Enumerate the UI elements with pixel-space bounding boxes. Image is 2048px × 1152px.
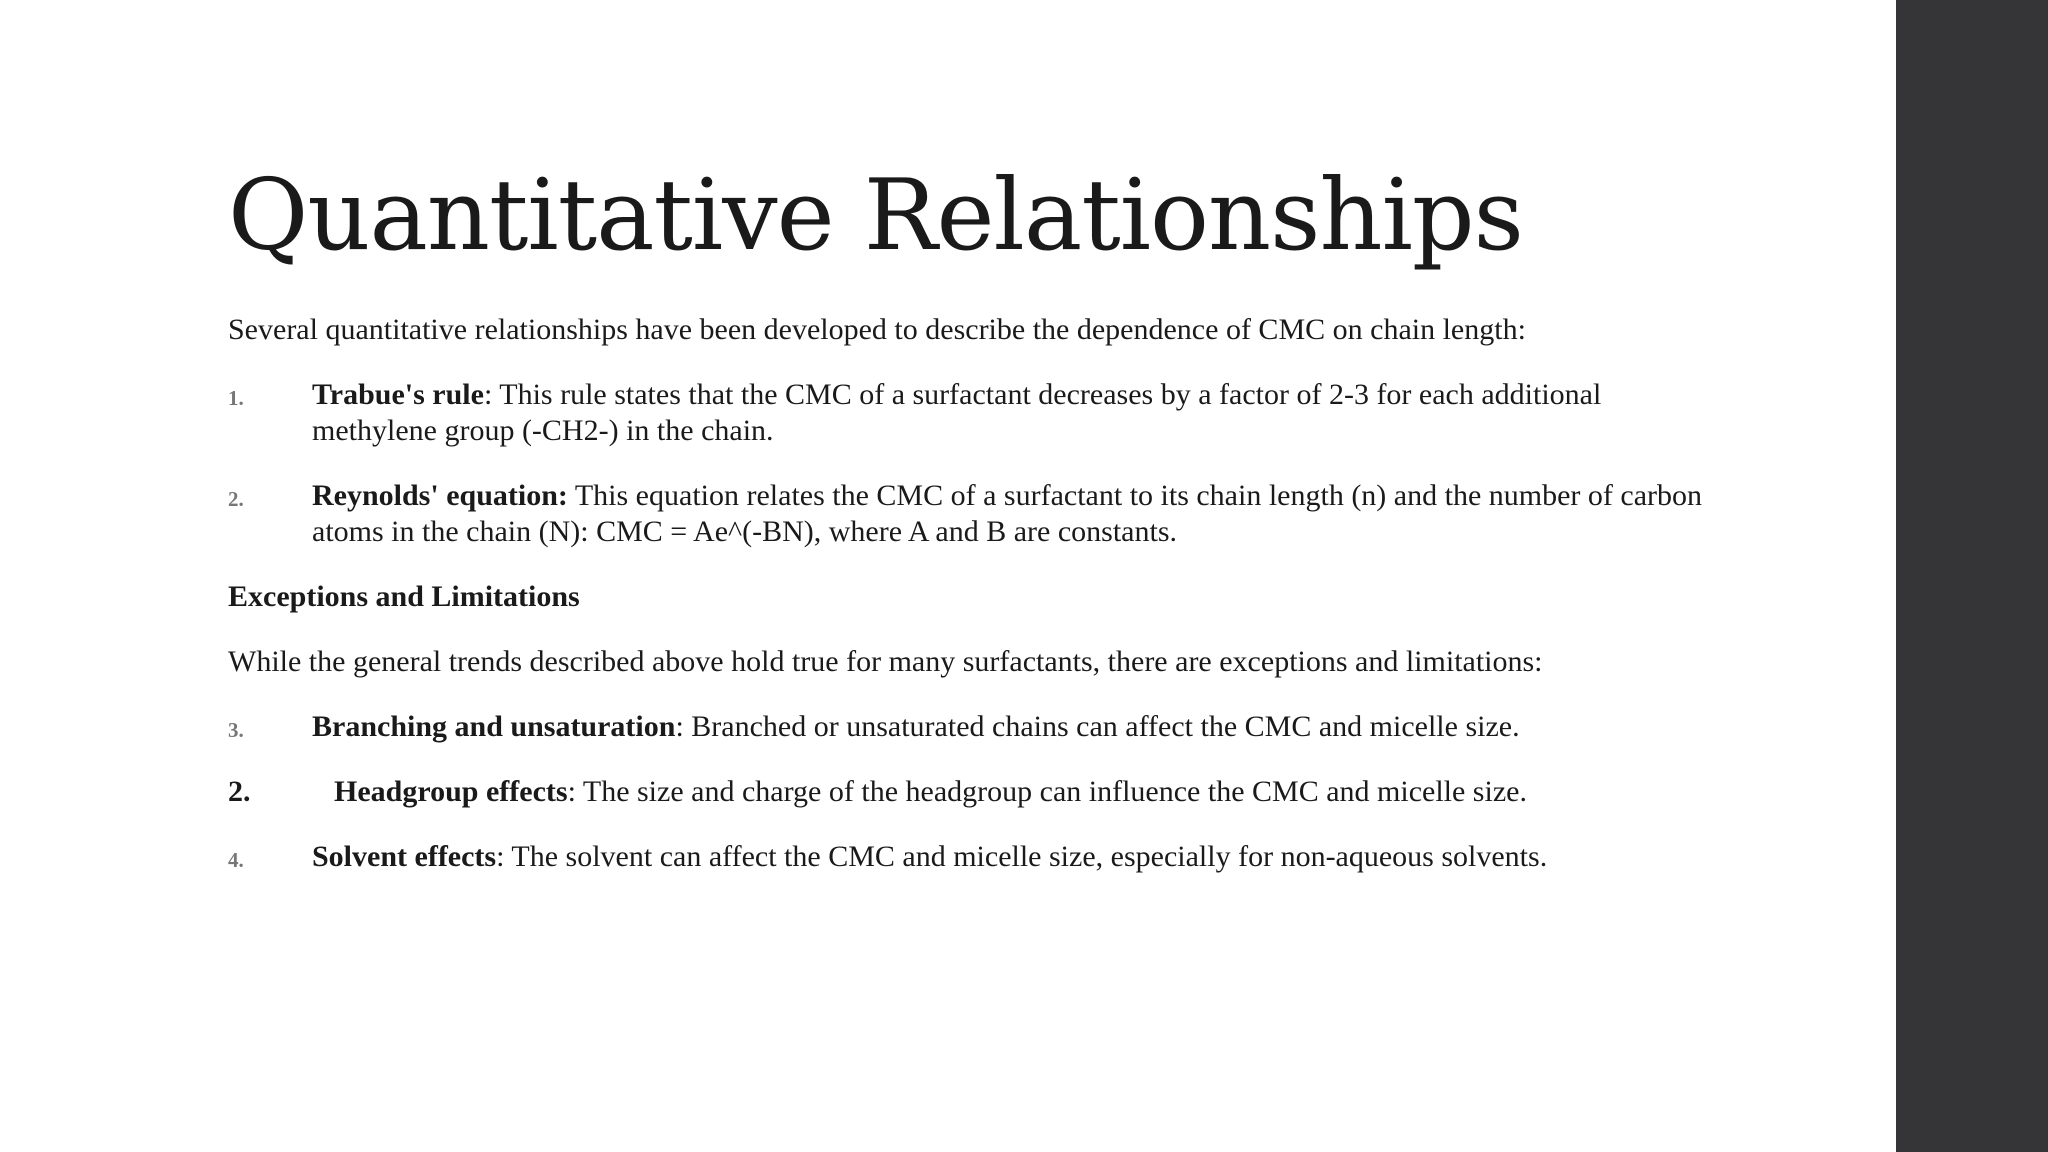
list-text: This equation relates the CMC of a surfactant to its chain length (n) and the number of carbon atoms in the chain (N): CMC = Ae^(-BN), where A and B are constants. [312, 479, 1703, 548]
slide-title: Quantitative Relationships [228, 159, 1523, 273]
list-item [228, 839, 1708, 875]
list-text: : Branched or unsaturated chains can affect the CMC and micelle size. [675, 710, 1520, 743]
list-term: Branching and unsaturation [312, 710, 676, 743]
list-number: 1. [228, 386, 244, 410]
list-item [228, 377, 1708, 449]
side-bar [1896, 0, 2048, 1152]
list-item [228, 774, 1708, 810]
section-intro: While the general trends described above hold true for many surfactants, there are exceptions and limitations: [228, 645, 1543, 678]
list-text: : The size and charge of the headgroup can influence the CMC and micelle size. [567, 775, 1527, 808]
intro-paragraph: Several quantitative relationships have been developed to describe the dependence of CMC on chain length: [228, 313, 1526, 346]
list-number: 2. [228, 487, 244, 511]
list-term: Headgroup effects [334, 775, 568, 808]
list-term: Solvent effects [312, 840, 497, 873]
list-item [228, 478, 1708, 550]
list-text: : This rule states that the CMC of a surfactant decreases by a factor of 2-3 for each additional methylene group (-CH2-) in the chain. [312, 378, 1602, 447]
slide-body [228, 312, 1708, 904]
list-number: 2. [228, 775, 251, 808]
section-heading-text: Exceptions and Limitations [228, 580, 580, 613]
list-term: Trabue's rule [312, 378, 484, 411]
list-term: Reynolds' equation: [312, 479, 568, 512]
list-number: 4. [228, 848, 244, 872]
list-item [228, 709, 1708, 745]
list-text: : The solvent can affect the CMC and micelle size, especially for non-aqueous solvents. [496, 840, 1548, 873]
section-heading [228, 579, 1708, 615]
list-number: 3. [228, 718, 244, 742]
